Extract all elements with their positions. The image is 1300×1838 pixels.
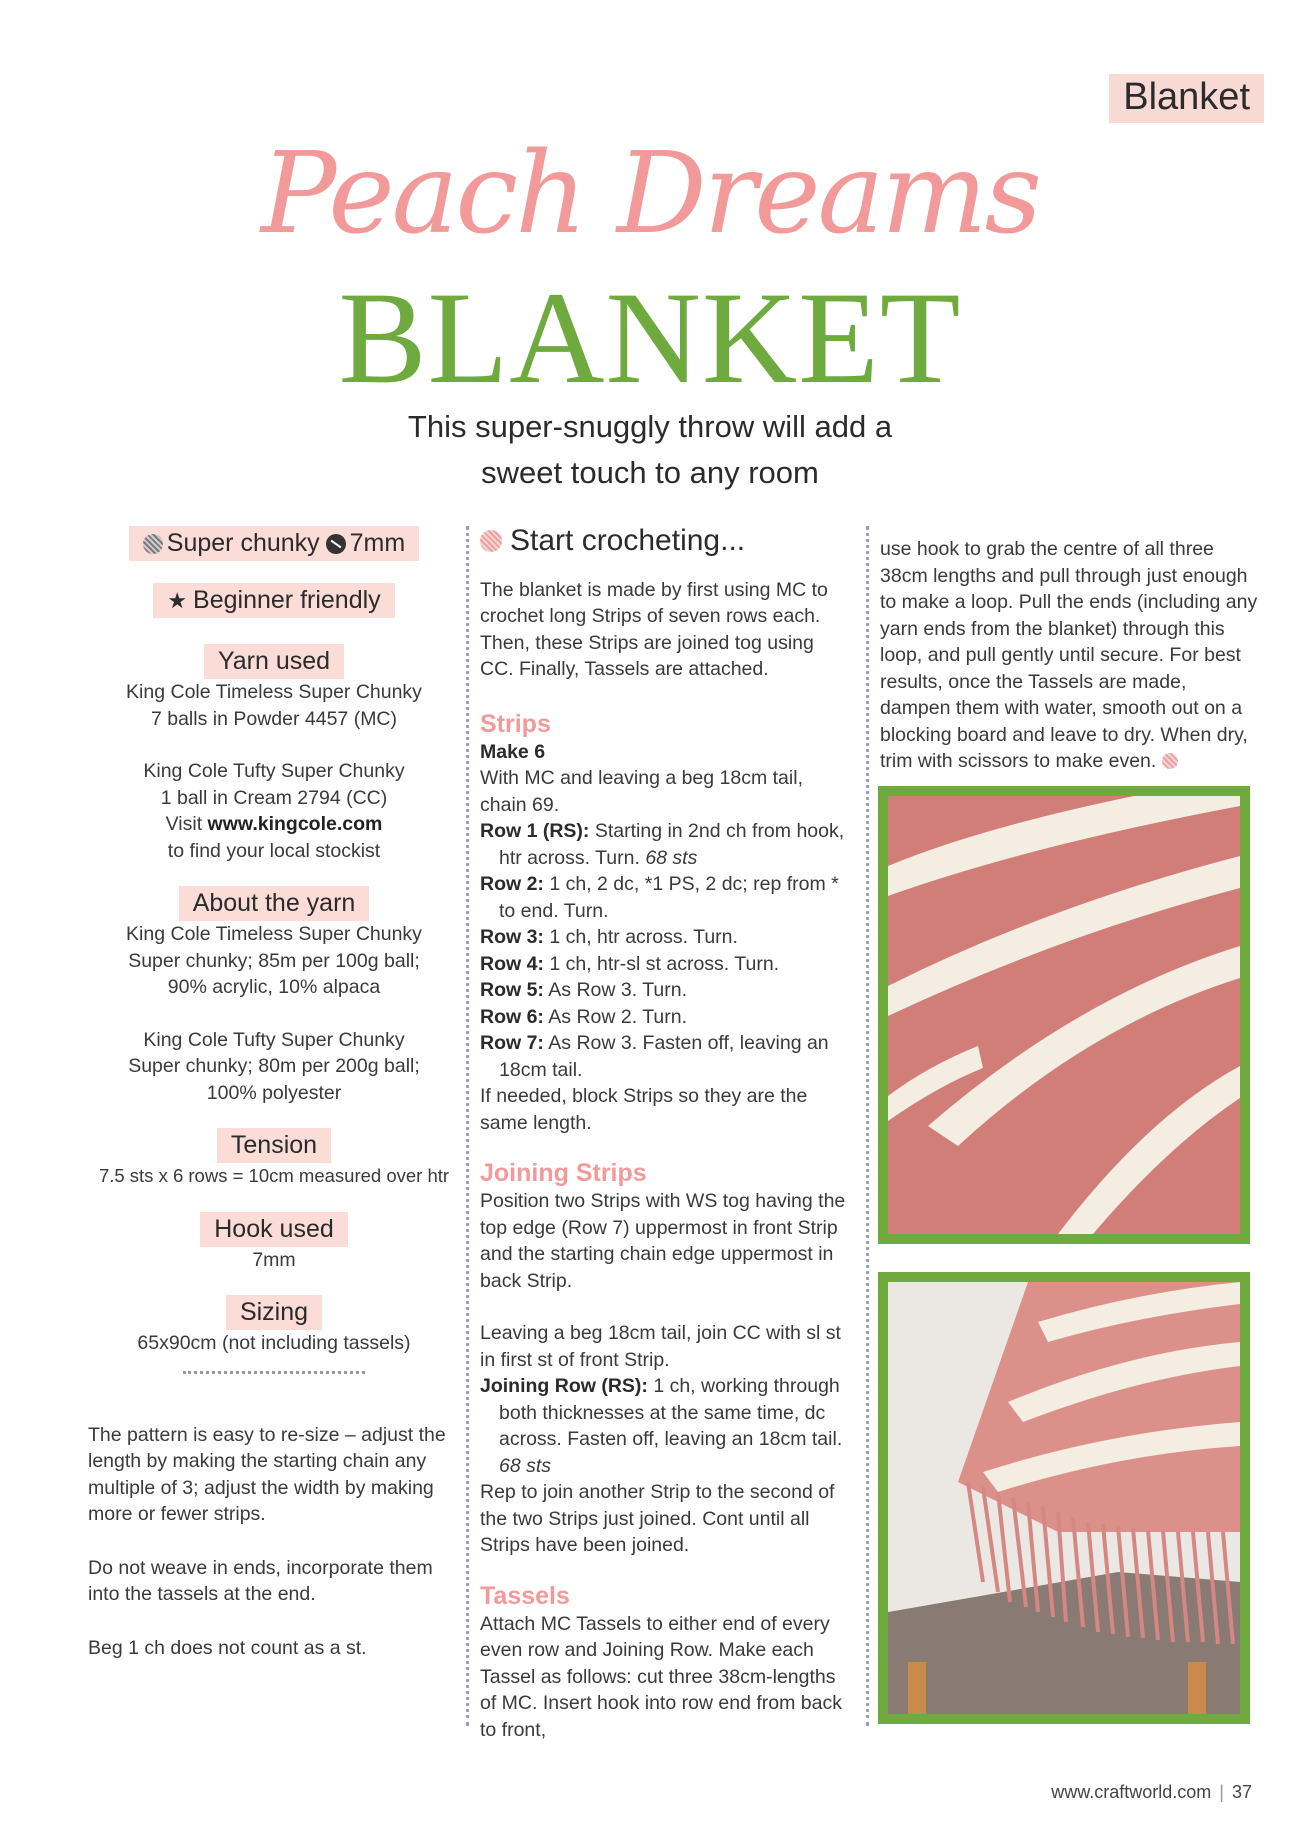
- about-line: Super chunky; 85m per 100g ball;: [128, 949, 420, 972]
- start-heading-text: Start crocheting...: [510, 524, 746, 557]
- row-label: Row 5:: [480, 979, 544, 1001]
- strips-setup: With MC and leaving a beg 18cm tail, chain 69.: [480, 767, 803, 816]
- subtitle: [0, 404, 1300, 496]
- row-text: 1 ch, htr-sl st across. Turn.: [549, 952, 780, 975]
- joining-p1: Position two Strips with WS tog having the top edge (Row 7) uppermost in front Strip and the starting chain edge uppermost in back Strip.: [480, 1190, 846, 1292]
- row-text: 1 ch, working through both thicknesses at the same time, dc across. Fasten off, leaving an 18cm tail.: [499, 1375, 843, 1450]
- intro: The blanket is made by first using MC to crochet long Strips of seven rows each. Then, these Strips are joined tog using CC. Finally, Tassels are attached.: [480, 578, 828, 680]
- tension-heading: Tension: [217, 1128, 331, 1163]
- notes: [88, 1422, 448, 1662]
- row-label: Row 6:: [480, 1005, 544, 1028]
- row-3: [480, 924, 852, 951]
- row-label: Row 1 (RS):: [480, 820, 590, 842]
- row-text: Starting in 2nd ch from hook, htr across. Turn.: [499, 820, 845, 869]
- hook-used-text: 7mm: [252, 1248, 296, 1271]
- continued-column: [880, 536, 1260, 775]
- tassels-p2: [880, 536, 1260, 775]
- row-1: [480, 818, 852, 871]
- row-count: 68 sts: [499, 1454, 552, 1477]
- yarn-line: King Cole Tufty Super Chunky: [143, 760, 405, 782]
- yarn-ball-icon: [143, 534, 163, 554]
- strips-heading: Strips: [480, 709, 551, 738]
- hook-used-heading: Hook used: [200, 1212, 348, 1247]
- row-label: Joining Row (RS):: [480, 1375, 648, 1397]
- row-label: Row 7:: [480, 1032, 544, 1054]
- note: Beg 1 ch does not count as a st.: [88, 1636, 367, 1659]
- end-yarn-icon: [1162, 753, 1178, 769]
- footer-url[interactable]: www.craftworld.com: [1051, 1782, 1212, 1802]
- strips-after: If needed, block Strips so they are the same length.: [480, 1085, 808, 1134]
- subtitle-line-2: sweet touch to any room: [481, 455, 819, 490]
- about-line: King Cole Timeless Super Chunky: [126, 923, 422, 945]
- footer: www.craftworld.com | 37: [1051, 1782, 1252, 1802]
- about-line: 100% polyester: [206, 1081, 342, 1104]
- difficulty-label: Beginner friendly: [193, 586, 381, 614]
- yarn-ball-icon: [480, 530, 502, 552]
- joining-heading: Joining Strips: [480, 1159, 647, 1187]
- row-text: As Row 2. Turn.: [548, 1005, 687, 1028]
- row-label: Row 3:: [480, 926, 544, 948]
- blanket-photo-closeup: [878, 786, 1250, 1244]
- sizing-text: 65x90cm (not including tassels): [137, 1332, 411, 1354]
- instructions-column: [480, 524, 852, 1743]
- make-count: Make 6: [480, 740, 546, 763]
- yarn-used-info: [80, 679, 468, 864]
- row-text: As Row 3. Fasten off, leaving an 18cm tail.: [499, 1032, 829, 1081]
- weight-label: Super chunky: [166, 529, 320, 557]
- about-yarn-heading: About the yarn: [179, 886, 370, 921]
- column-divider: [866, 526, 869, 1726]
- yarn-used-heading: Yarn used: [204, 644, 344, 679]
- note: Do not weave in ends, incorporate them into the tassels at the end.: [88, 1556, 433, 1605]
- about-line: Super chunky; 80m per 200g ball;: [128, 1055, 420, 1077]
- hook-icon: [326, 534, 346, 554]
- yarn-line: 7 balls in Powder 4457 (MC): [150, 707, 398, 730]
- row-label: Row 4:: [480, 952, 544, 975]
- hook-size: 7mm: [349, 529, 406, 557]
- about-line: 90% acrylic, 10% alpaca: [167, 976, 381, 998]
- yarn-line: 1 ball in Cream 2794 (CC): [160, 786, 388, 809]
- stockist-link[interactable]: www.kingcole.com: [207, 813, 383, 835]
- about-yarn-info: [80, 921, 468, 1106]
- visit-prefix: Visit: [165, 813, 203, 835]
- page-title: BLANKET: [338, 264, 962, 411]
- joining-p3: Rep to join another Strip to the second of the two Strips just joined. Cont until all Strips have been joined.: [480, 1481, 835, 1556]
- row-4: [480, 951, 852, 978]
- start-heading: [480, 524, 852, 557]
- column-divider: [466, 526, 469, 1726]
- tassels-heading: Tassels: [480, 1581, 570, 1610]
- row-label: Row 2:: [480, 873, 544, 895]
- blanket-photo-chair: [878, 1272, 1250, 1724]
- yarn-line: King Cole Timeless Super Chunky: [126, 681, 422, 703]
- blanket-stripes-illustration: [888, 796, 1240, 1234]
- title-script: Peach Dreams: [261, 129, 1039, 259]
- visit-suffix: to find your local stockist: [167, 839, 381, 862]
- page-number: 37: [1231, 1782, 1252, 1802]
- row-text: As Row 3. Turn.: [548, 979, 687, 1001]
- about-line: King Cole Tufty Super Chunky: [143, 1028, 405, 1051]
- subtitle-line-1: This super-snuggly throw will add a: [407, 409, 893, 444]
- row-text: 1 ch, 2 dc, *1 PS, 2 dc; rep from * to end. Turn.: [499, 873, 839, 922]
- star-icon: ★: [167, 588, 188, 613]
- tassels-p1: Attach MC Tassels to either end of every even row and Joining Row. Make each Tassel as follows: cut three 38cm-lengths of MC. Insert hook into row end from back to front,: [480, 1612, 842, 1741]
- note: The pattern is easy to re-size – adjust the length by making the starting chain any multiple of 3; adjust the width by making more or fewer strips.: [88, 1423, 446, 1525]
- weight-hook-tag: [129, 526, 419, 561]
- row-7: [480, 1030, 852, 1083]
- joining-p2: Leaving a beg 18cm tail, join CC with sl st in first st of front Strip.: [480, 1322, 841, 1371]
- row-count: 68 sts: [645, 846, 698, 869]
- specs-column: [80, 526, 468, 1688]
- row-5: [480, 977, 852, 1004]
- blanket-chair-illustration: [888, 1282, 1240, 1714]
- row-text: 1 ch, htr across. Turn.: [549, 926, 738, 948]
- sizing-heading: Sizing: [226, 1295, 322, 1330]
- joining-row: [480, 1373, 852, 1479]
- row-2: [480, 871, 852, 924]
- tension-text: 7.5 sts x 6 rows = 10cm measured over htr: [98, 1165, 450, 1186]
- row-6: [480, 1004, 852, 1031]
- tassels-p2-text: use hook to grab the centre of all three 38cm lengths and pull through just enough to make a loop. Pull the ends (including any yarn ends from the blanket) through this loop, and pull gently until secure. For best results, once the Tassels are made, dampen them with water, smooth out on a blocking board and leave to dry. When dry, trim with scissors to make even.: [880, 538, 1258, 772]
- section-tag: Blanket: [1109, 74, 1264, 123]
- difficulty-tag: [153, 583, 394, 618]
